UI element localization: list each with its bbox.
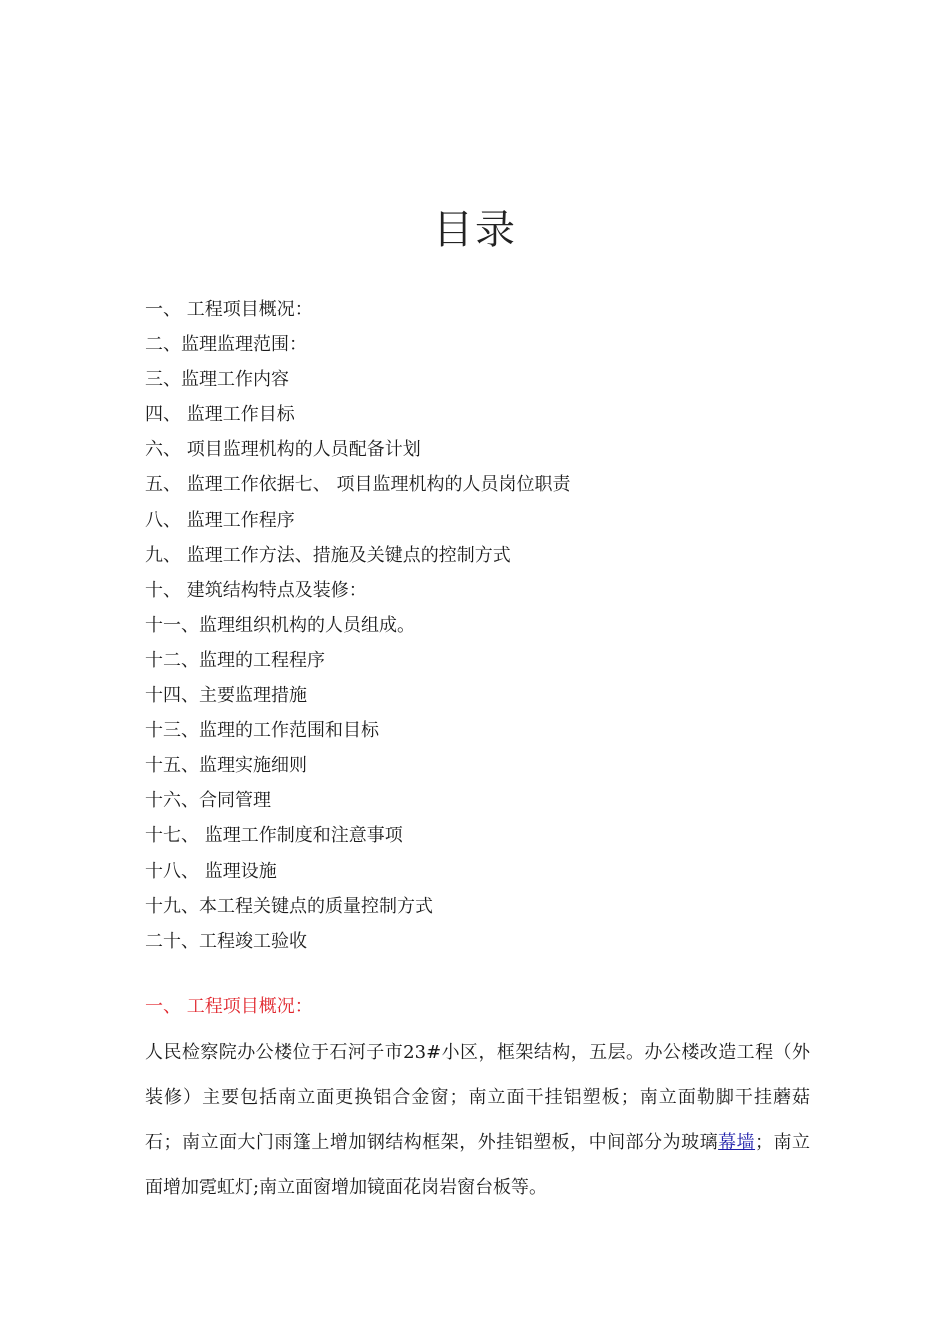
toc-item[interactable]: 三、监理工作内容 xyxy=(145,369,289,391)
toc-item[interactable]: 十六、合同管理 xyxy=(145,790,271,812)
toc-item[interactable]: 二、监理监理范围： xyxy=(145,334,307,356)
paragraph-text: 人民检察院办公楼位于石河子市23#小区，框架结构，五层。办公楼改造工程（外装修）主要包括南立面更换铝合金窗；南立面干挂铝塑板；南立面勒脚干挂蘑菇石；南立面大门雨篷上增加钢结构框架，外挂铝塑板，中间部分为玻璃 xyxy=(145,1042,810,1153)
paragraph-text: ；南立面增加霓虹灯;南立面窗增加镜面花岗岩窗台板等。 xyxy=(145,1132,811,1198)
toc-item[interactable]: 八、 监理工作程序 xyxy=(145,509,295,531)
page-title: 目录 xyxy=(433,207,517,253)
toc-item[interactable]: 十二、监理的工程程序 xyxy=(145,649,325,671)
section-paragraph xyxy=(145,1030,810,1210)
toc-item[interactable]: 四、 监理工作目标 xyxy=(145,404,295,426)
section-heading: 一、 工程项目概况： xyxy=(145,996,313,1017)
toc-item[interactable]: 九、 监理工作方法、措施及关键点的控制方式 xyxy=(145,544,511,566)
toc-item[interactable]: 五、 监理工作依据七、 项目监理机构的人员岗位职责 xyxy=(145,474,571,496)
toc-item[interactable]: 十九、本工程关键点的质量控制方式 xyxy=(145,895,433,917)
toc-item[interactable]: 一、 工程项目概况： xyxy=(145,299,313,320)
toc-item[interactable]: 十四、主要监理措施 xyxy=(145,685,307,707)
toc-item[interactable]: 六、 项目监理机构的人员配备计划 xyxy=(145,439,421,461)
toc-item[interactable]: 十一、监理组织机构的人员组成。 xyxy=(145,614,415,636)
toc-item[interactable]: 二十、工程竣工验收 xyxy=(145,930,307,952)
toc-item[interactable]: 十八、 监理设施 xyxy=(145,860,277,882)
table-of-contents xyxy=(145,295,570,962)
toc-item[interactable]: 十三、监理的工作范围和目标 xyxy=(145,720,379,742)
curtain-wall-link[interactable]: 幕墙 xyxy=(718,1132,756,1153)
toc-item[interactable]: 十、 建筑结构特点及装修： xyxy=(145,579,367,601)
toc-item[interactable]: 十七、 监理工作制度和注意事项 xyxy=(145,825,403,847)
toc-item[interactable]: 十五、监理实施细则 xyxy=(145,755,307,777)
